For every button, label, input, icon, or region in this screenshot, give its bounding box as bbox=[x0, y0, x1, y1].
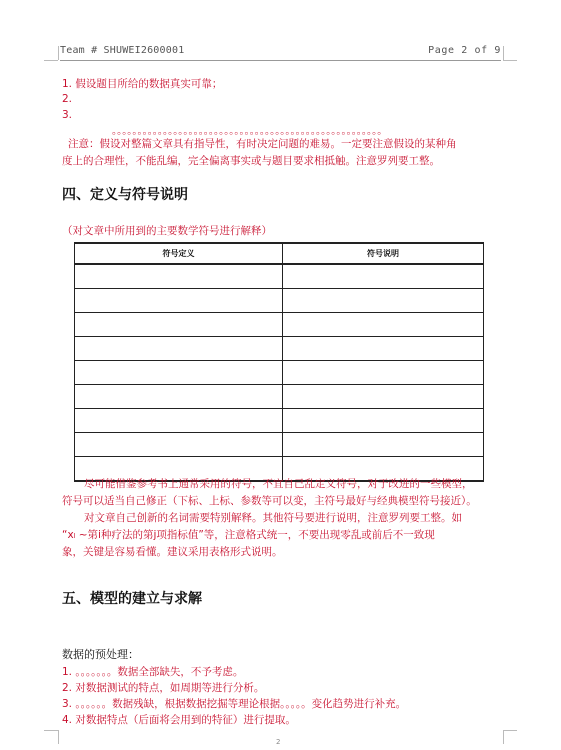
preprocess-item-4: 4. 对数据特点（后面将会用到的特征）进行提取。 bbox=[62, 714, 296, 726]
crop-mark bbox=[58, 46, 59, 60]
preprocess-item-3: 3. 。。。。。。数据残缺，根据数据挖掘等理论根据。。。。。变化趋势进行补充。 bbox=[62, 698, 407, 710]
description-cell bbox=[283, 409, 484, 433]
symbol-cell bbox=[75, 361, 283, 385]
symbol-table-container bbox=[74, 242, 484, 482]
column-header-description: 符号说明 bbox=[283, 243, 484, 264]
symbol-note-line-1: 尽可能借鉴参考书上通常采用的符号，不宜自己乱定义符号，对于改进的一些模型， bbox=[84, 478, 473, 490]
table-row bbox=[75, 433, 484, 457]
symbol-cell bbox=[75, 289, 283, 313]
symbol-cell bbox=[75, 313, 283, 337]
section-heading-definitions: 四、定义与符号说明 bbox=[62, 187, 188, 203]
team-label: Team # SHUWEI2600001 bbox=[60, 45, 185, 56]
symbol-cell bbox=[75, 385, 283, 409]
description-cell bbox=[283, 433, 484, 457]
page-header bbox=[60, 44, 501, 61]
assumption-note-line-1: 注意：假设对整篇文章具有指导性，有时决定问题的难易。一定要注意假设的某种角 bbox=[68, 138, 457, 150]
preprocess-title: 数据的预处理： bbox=[62, 648, 139, 661]
crop-mark bbox=[503, 730, 504, 744]
symbol-note-line-5: 象，关键是容易看懂。建议采用表格形式说明。 bbox=[62, 546, 283, 558]
symbol-table-intro: （对文章中所用到的主要数学符号进行解释） bbox=[62, 225, 272, 237]
preprocess-item-1: 1. 。。。。。。。数据全部缺失，不予考虑。 bbox=[62, 666, 244, 678]
table-row bbox=[75, 337, 484, 361]
description-cell bbox=[283, 264, 484, 289]
symbol-table bbox=[74, 242, 484, 482]
crop-mark bbox=[44, 60, 58, 61]
symbol-note-line-2: 符号可以适当自己修正（下标、上标、参数等可以变，主符号最好与经典模型符号接近）。 bbox=[62, 495, 477, 507]
symbol-note-line-3: 对文章自己创新的名词需要特别解释。其他符号要进行说明，注意罗列要工整。如 bbox=[84, 512, 462, 524]
column-header-symbol: 符号定义 bbox=[75, 243, 283, 264]
symbol-cell bbox=[75, 337, 283, 361]
preprocess-item-2: 2. 对数据测试的特点，如周期等进行分析。 bbox=[62, 682, 265, 694]
assumption-item-3: 3. bbox=[62, 109, 73, 121]
table-row bbox=[75, 313, 484, 337]
table-header-row bbox=[75, 243, 484, 264]
symbol-cell bbox=[75, 433, 283, 457]
table-row bbox=[75, 385, 484, 409]
description-cell bbox=[283, 361, 484, 385]
table-row bbox=[75, 264, 484, 289]
description-cell bbox=[283, 385, 484, 409]
assumption-note-line-2: 度上的合理性，不能乱编，完全偏离事实或与题目要求相抵触。注意罗列要工整。 bbox=[62, 155, 440, 167]
table-row bbox=[75, 289, 484, 313]
symbol-cell bbox=[75, 264, 283, 289]
description-cell bbox=[283, 313, 484, 337]
table-row bbox=[75, 409, 484, 433]
assumption-item-1: 1. 假设题目所给的数据真实可靠； bbox=[62, 78, 223, 90]
footer-page-number: 2 bbox=[276, 738, 281, 746]
crop-mark bbox=[44, 730, 58, 731]
crop-mark bbox=[503, 730, 517, 731]
assumption-item-2: 2. bbox=[62, 93, 73, 105]
placeholder-dots: 。。。。。。。。。。。。。。。。。。。。。。。。。。。。。。。。。。。。。。。。。。。。。。。。。。。。。 bbox=[112, 126, 388, 137]
symbol-note-line-4: “xₗ ~第i种疗法的第j项指标值”等，注意格式统一，不要出现零乱或前后不一致现 bbox=[62, 529, 435, 541]
table-row bbox=[75, 361, 484, 385]
symbol-cell bbox=[75, 409, 283, 433]
page-indicator: Page 2 of 9 bbox=[428, 45, 501, 56]
crop-mark bbox=[58, 730, 59, 744]
description-cell bbox=[283, 337, 484, 361]
description-cell bbox=[283, 289, 484, 313]
section-heading-model: 五、模型的建立与求解 bbox=[62, 591, 202, 607]
crop-mark bbox=[503, 60, 517, 61]
crop-mark bbox=[503, 46, 504, 60]
